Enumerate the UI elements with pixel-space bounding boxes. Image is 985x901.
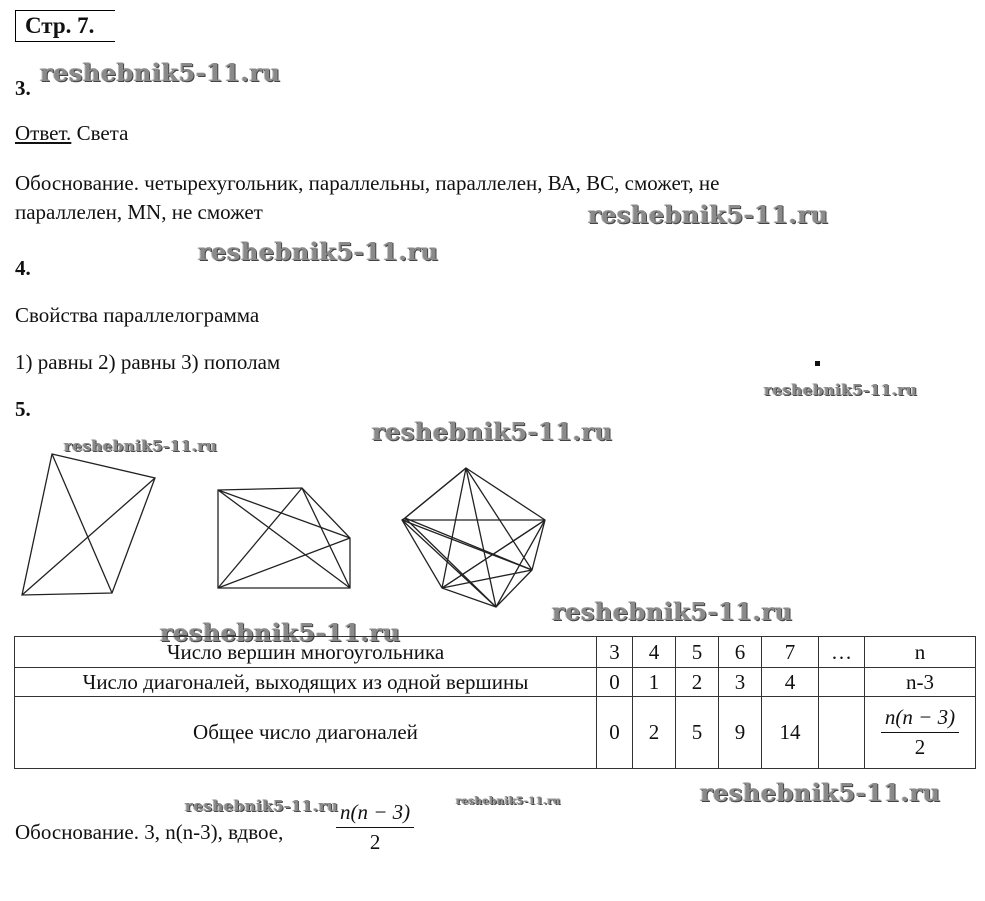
watermark: reshebnik5-11.ru [588, 200, 829, 229]
task4-answer: 1) равны 2) равны 3) пополам [15, 350, 281, 374]
task4-title: Свойства параллелограмма [15, 303, 260, 327]
row-label: Число вершин многоугольника [15, 637, 597, 668]
table-cell [819, 668, 865, 697]
table-cell: 5 [676, 637, 719, 668]
table-cell: 5 [676, 697, 719, 769]
task5-reason: Обоснование. 3, n(n-3), вдвое, [15, 820, 284, 844]
table-cell: 2 [676, 668, 719, 697]
task3-number: 3. [15, 76, 31, 100]
answer-label: Ответ. [15, 121, 72, 145]
table-cell: 7 [762, 637, 819, 668]
watermark: reshebnik5-11.ru [372, 417, 613, 446]
table-cell: … [819, 637, 865, 668]
polygon-drawings [0, 440, 600, 620]
task4-number: 4. [15, 256, 31, 280]
table-cell: 3 [719, 668, 762, 697]
answer-value: Света [76, 121, 129, 145]
table-cell [819, 697, 865, 769]
row-label: Число диагоналей, выходящих из одной вершины [15, 668, 597, 697]
watermark: reshebnik5-11.ru [552, 597, 793, 626]
diagonal [22, 478, 155, 595]
table-cell: 0 [597, 668, 633, 697]
table-cell: 14 [762, 697, 819, 769]
fraction-denominator: 2 [914, 735, 926, 759]
watermark: reshebnik5-11.ru [160, 618, 401, 647]
diagonal [218, 490, 350, 588]
formula-cell [865, 697, 976, 769]
task5-number: 5. [15, 397, 31, 421]
page-label: Стр. 7. [15, 10, 115, 42]
diagonal [218, 488, 302, 588]
diagonal [218, 538, 350, 588]
diagonals-table [14, 636, 976, 769]
table-row [15, 637, 976, 668]
table-cell: 4 [762, 668, 819, 697]
table-cell: 2 [633, 697, 676, 769]
diagonal [466, 468, 532, 570]
task3-reason-line1: Обоснование. четырехугольник, параллельны, параллелен, ВА, ВС, сможет, не [15, 171, 720, 195]
diagonal [405, 518, 496, 607]
watermark: reshebnik5-11.ru [40, 58, 281, 87]
table-cell: n-3 [865, 668, 976, 697]
table-cell: 0 [597, 697, 633, 769]
table-row [15, 697, 976, 769]
fraction-denominator: 2 [369, 830, 381, 854]
table-cell: 1 [633, 668, 676, 697]
watermark: reshebnik5-11.ru [64, 437, 218, 455]
diagonal [302, 488, 350, 588]
watermark: reshebnik5-11.ru [456, 796, 561, 807]
task3-answer [15, 121, 128, 145]
watermark: reshebnik5-11.ru [700, 778, 941, 807]
fraction [336, 800, 414, 855]
table-cell: n [865, 637, 976, 668]
row-label: Общее число диагоналей [15, 697, 597, 769]
diagonal [442, 468, 466, 588]
dot-mark [815, 361, 820, 366]
table-cell: 9 [719, 697, 762, 769]
diagonal [405, 518, 532, 570]
quadrilateral [22, 454, 155, 595]
watermark: reshebnik5-11.ru [185, 797, 339, 815]
diagonal [218, 490, 350, 538]
table-cell: 4 [633, 637, 676, 668]
watermark: reshebnik5-11.ru [764, 381, 918, 399]
diagonal [496, 520, 545, 607]
table-cell: 6 [719, 637, 762, 668]
watermark: reshebnik5-11.ru [198, 237, 439, 266]
task3-reason-line2: параллелен, MN, не сможет [15, 200, 263, 224]
fraction-numerator: n(n − 3) [881, 705, 959, 733]
table-cell: 3 [597, 637, 633, 668]
reason-fraction-wrap [336, 800, 414, 855]
fraction [881, 705, 959, 760]
diagonal [466, 468, 496, 607]
table-row [15, 668, 976, 697]
fraction-numerator: n(n − 3) [336, 800, 414, 828]
